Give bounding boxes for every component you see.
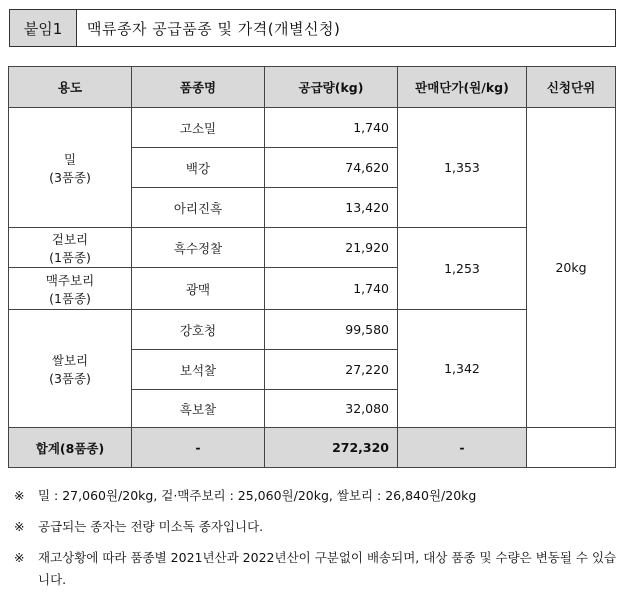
header-variety: 품종명 xyxy=(132,67,265,108)
variety-cell: 광맥 xyxy=(132,268,265,310)
variety-cell: 강호청 xyxy=(132,310,265,350)
table-row xyxy=(9,108,616,148)
supply-cell: 21,920 xyxy=(265,228,398,268)
variety-cell: 백강 xyxy=(132,148,265,188)
reference-mark-icon: ※ xyxy=(14,550,25,565)
supply-cell: 13,420 xyxy=(265,188,398,228)
price-cell-naked-barley: 1,342 xyxy=(398,310,527,428)
use-cell-malting-barley xyxy=(9,268,132,310)
header-supply: 공급량(kg) xyxy=(265,67,398,108)
total-row xyxy=(9,428,616,468)
reference-mark-icon: ※ xyxy=(14,488,25,503)
use-name: 맥주보리 xyxy=(45,272,95,288)
total-supply: 272,320 xyxy=(265,428,398,468)
use-name: 겉보리 xyxy=(51,231,89,247)
use-cell-wheat xyxy=(9,108,132,228)
use-cell-barley xyxy=(9,228,132,268)
supply-cell: 99,580 xyxy=(265,310,398,350)
price-cell-barley: 1,253 xyxy=(398,228,527,310)
note-item xyxy=(14,547,618,591)
title-box xyxy=(9,9,616,47)
reference-mark-icon: ※ xyxy=(14,519,25,534)
table-row xyxy=(9,228,616,268)
note-text: 재고상황에 따라 품종별 2021년산과 2022년산이 구분없이 배송되며, 대상 품종 및 수량은 변동될 수 있습니다. xyxy=(38,550,617,587)
document-title: 맥류종자 공급품종 및 가격(개별신청) xyxy=(87,19,341,38)
variety-cell: 고소밀 xyxy=(132,108,265,148)
use-name: 쌀보리 xyxy=(51,352,89,368)
supply-cell: 1,740 xyxy=(265,268,398,310)
supply-table xyxy=(8,66,616,468)
header-price: 판매단가(원/kg) xyxy=(398,67,527,108)
price-cell-wheat: 1,353 xyxy=(398,108,527,228)
notes-section xyxy=(14,485,618,600)
unit-cell: 20kg xyxy=(527,108,616,428)
use-count: (3품종) xyxy=(49,169,91,185)
use-count: (3품종) xyxy=(49,370,91,386)
use-count: (1품종) xyxy=(49,290,91,306)
use-name: 밀 xyxy=(63,151,77,167)
variety-cell: 보석찰 xyxy=(132,350,265,390)
total-label: 합계(8품종) xyxy=(9,428,132,468)
supply-cell: 32,080 xyxy=(265,390,398,428)
total-price: - xyxy=(398,428,527,468)
table-row xyxy=(9,310,616,350)
variety-cell: 흑수정찰 xyxy=(132,228,265,268)
note-item xyxy=(14,516,618,538)
supply-cell: 1,740 xyxy=(265,108,398,148)
total-variety: - xyxy=(132,428,265,468)
use-cell-naked-barley xyxy=(9,310,132,428)
note-text: 밀 : 27,060원/20kg, 겉·맥주보리 : 25,060원/20kg, 쌀보리 : 26,840원/20kg xyxy=(38,488,477,503)
note-text: 공급되는 종자는 전량 미소독 종자입니다. xyxy=(38,519,264,534)
use-count: (1품종) xyxy=(49,249,91,265)
supply-cell: 27,220 xyxy=(265,350,398,390)
note-item xyxy=(14,485,618,507)
variety-cell: 아리진흑 xyxy=(132,188,265,228)
total-unit-empty xyxy=(527,428,616,468)
header-unit: 신청단위 xyxy=(527,67,616,108)
variety-cell: 흑보찰 xyxy=(132,390,265,428)
supply-cell: 74,620 xyxy=(265,148,398,188)
table-header-row xyxy=(9,67,616,108)
attachment-tag: 붙임1 xyxy=(10,10,77,46)
header-use: 용도 xyxy=(9,67,132,108)
